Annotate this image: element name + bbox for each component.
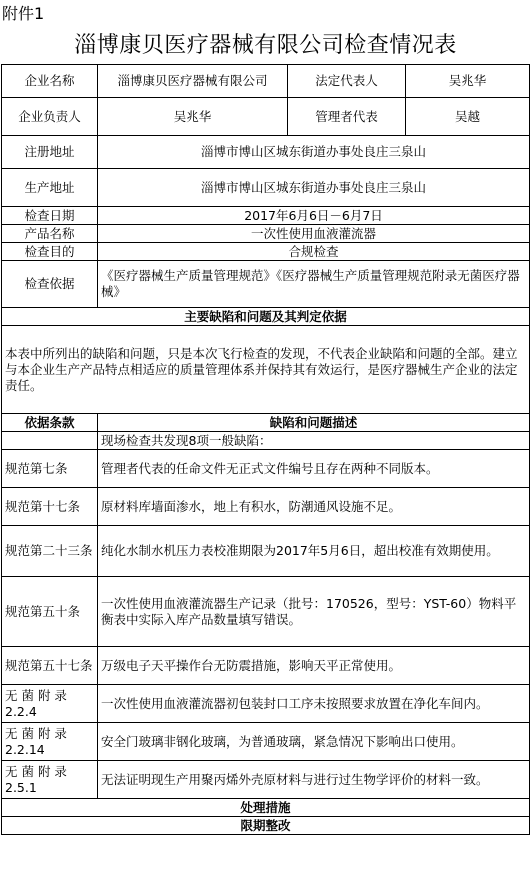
- defect-clause: 无 菌 附 录2.2.14: [2, 723, 98, 761]
- defects-summary: 现场检查共发现8项一般缺陷：: [98, 432, 530, 450]
- reg-addr-value: 淄博市博山区城东街道办事处良庄三泉山: [98, 136, 530, 169]
- mgmt-rep-label: 管理者代表: [288, 98, 406, 136]
- company-name-value: 淄博康贝医疗器械有限公司: [98, 65, 288, 98]
- table-row: [2, 526, 530, 577]
- col-header-clause: 依据条款: [2, 414, 98, 432]
- purpose-label: 检查目的: [2, 243, 98, 261]
- defect-desc: 一次性使用血液灌流器生产记录（批号：170526，型号：YST-60）物料平衡表中实际入库产品数量填写错误。: [98, 577, 530, 647]
- rectify-heading: 限期整改: [2, 817, 530, 835]
- table-row: [2, 723, 530, 761]
- row-prod-addr: [2, 169, 530, 207]
- defect-desc: 纯化水制水机压力表校准期限为2017年5月6日，超出校准有效期使用。: [98, 526, 530, 577]
- row-responsible: [2, 98, 530, 136]
- date-value: 2017年6月6日－6月7日: [98, 207, 530, 225]
- basis-label: 检查依据: [2, 261, 98, 308]
- row-date: [2, 207, 530, 225]
- page-title: 淄博康贝医疗器械有限公司检查情况表: [74, 33, 457, 58]
- row-defects-heading: [2, 308, 530, 326]
- defect-clause: 无 菌 附 录2.2.4: [2, 685, 98, 723]
- row-col-headers: [2, 414, 530, 432]
- table-row: [2, 685, 530, 723]
- date-label: 检查日期: [2, 207, 98, 225]
- defect-desc: 管理者代表的任命文件无正式文件编号且存在两种不同版本。: [98, 450, 530, 488]
- row-measures: [2, 799, 530, 817]
- defect-desc: 原材料库墙面渗水，地上有积水，防潮通风设施不足。: [98, 488, 530, 526]
- purpose-value: 合规检查: [98, 243, 530, 261]
- defect-desc: 无法证明现生产用聚丙烯外壳原材料与进行过生物学评价的材料一致。: [98, 761, 530, 799]
- table-row: [2, 488, 530, 526]
- responsible-value: 吴兆华: [98, 98, 288, 136]
- col-header-desc: 缺陷和问题描述: [98, 414, 530, 432]
- table-row: [2, 647, 530, 685]
- legal-rep-label: 法定代表人: [288, 65, 406, 98]
- table-row: [2, 577, 530, 647]
- row-note: [2, 326, 530, 414]
- row-product: [2, 225, 530, 243]
- defect-clause: 规范第二十三条: [2, 526, 98, 577]
- defect-clause: 规范第十七条: [2, 488, 98, 526]
- company-name-label: 企业名称: [2, 65, 98, 98]
- mgmt-rep-value: 吴越: [406, 98, 530, 136]
- defects-heading: 主要缺陷和问题及其判定依据: [2, 308, 530, 326]
- row-rectify: [2, 817, 530, 835]
- defect-clause: 规范第五十七条: [2, 647, 98, 685]
- responsible-label: 企业负责人: [2, 98, 98, 136]
- legal-rep-value: 吴兆华: [406, 65, 530, 98]
- defect-clause: 规范第五十条: [2, 577, 98, 647]
- row-summary: [2, 432, 530, 450]
- defects-note: 本表中所列出的缺陷和问题，只是本次飞行检查的发现，不代表企业缺陷和问题的全部。建立与本企业生产产品特点相适应的质量管理体系并保持其有效运行，是医疗器械生产企业的法定责任。: [2, 326, 530, 414]
- product-label: 产品名称: [2, 225, 98, 243]
- reg-addr-label: 注册地址: [2, 136, 98, 169]
- row-company-name: [2, 65, 530, 98]
- measures-heading: 处理措施: [2, 799, 530, 817]
- defect-clause: 规范第七条: [2, 450, 98, 488]
- attachment-label: 附件1: [2, 4, 45, 23]
- inspection-table: [1, 64, 530, 835]
- prod-addr-value: 淄博市博山区城东街道办事处良庄三泉山: [98, 169, 530, 207]
- basis-value: 《医疗器械生产质量管理规范》《医疗器械生产质量管理规范附录无菌医疗器械》: [98, 261, 530, 308]
- row-reg-addr: [2, 136, 530, 169]
- table-row: [2, 450, 530, 488]
- product-value: 一次性使用血液灌流器: [98, 225, 530, 243]
- defect-desc: 一次性使用血液灌流器初包装封口工序未按照要求放置在净化车间内。: [98, 685, 530, 723]
- table-row: [2, 761, 530, 799]
- prod-addr-label: 生产地址: [2, 169, 98, 207]
- defect-desc: 安全门玻璃非钢化玻璃，为普通玻璃，紧急情况下影响出口使用。: [98, 723, 530, 761]
- defect-clause: 无 菌 附 录2.5.1: [2, 761, 98, 799]
- row-purpose: [2, 243, 530, 261]
- row-basis: [2, 261, 530, 308]
- defect-desc: 万级电子天平操作台无防震措施，影响天平正常使用。: [98, 647, 530, 685]
- summary-clause-empty: [2, 432, 98, 450]
